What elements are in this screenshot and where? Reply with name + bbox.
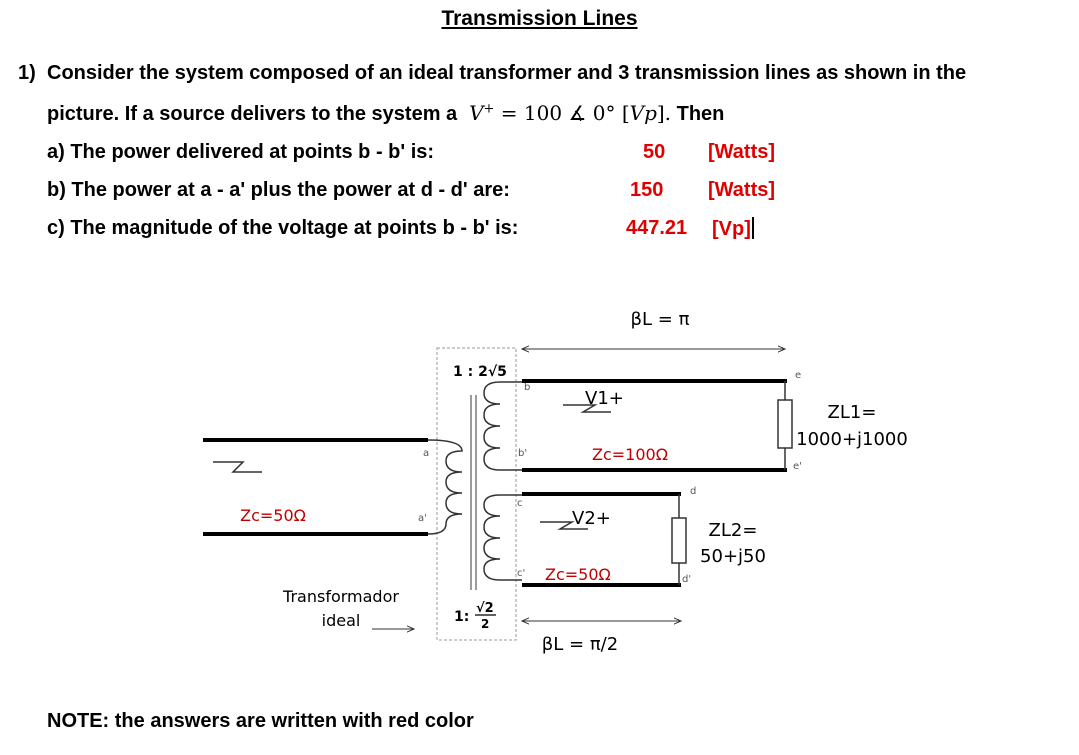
question-line-1: Consider the system composed of an ideal transformer and 3 transmission lines as shown in the — [47, 62, 967, 84]
primary-coil — [428, 440, 462, 534]
beta-bottom-label: βL = π/2 — [541, 634, 619, 655]
part-a-unit: [Watts] — [708, 141, 776, 163]
node-c-prime: c' — [517, 568, 526, 579]
secondary-coil-top — [484, 382, 500, 470]
part-b-value: 150 — [630, 179, 664, 201]
transformer-label-line2: ideal — [321, 611, 361, 630]
ratio-bottom-numerator: √2 — [476, 601, 494, 616]
part-a-text: a) The power delivered at points b - b' is: — [47, 141, 435, 163]
voltage-symbol: V — [469, 101, 484, 125]
wave-arrow-icon-left — [213, 462, 262, 472]
node-e-prime: e' — [793, 461, 802, 472]
voltage-close: ]. — [656, 101, 672, 125]
voltage-superscript: + — [483, 101, 495, 117]
ratio-bottom-denominator: 2 — [481, 617, 490, 631]
part-b-unit: [Watts] — [708, 179, 776, 201]
page-title: Transmission Lines — [441, 7, 638, 30]
note-text: NOTE: the answers are written with red color — [47, 710, 474, 732]
question-number: 1) — [18, 62, 36, 84]
zc-bottom-label: Zc=50Ω — [545, 565, 611, 584]
voltage-value: = 100 ∡ 0° [ — [500, 101, 630, 125]
zl1-resistor — [778, 400, 792, 448]
node-a: a — [423, 448, 430, 459]
zc-left-label: Zc=50Ω — [240, 506, 306, 525]
part-b-text: b) The power at a - a' plus the power at d - d' are: — [47, 179, 510, 201]
voltage-unit: Vp — [629, 101, 657, 125]
zc-top-label: Zc=100Ω — [592, 445, 668, 464]
question-line-2-text: picture. If a source delivers to the system a — [47, 103, 458, 125]
v2-label: V2+ — [572, 508, 611, 529]
node-d-prime: d' — [682, 574, 692, 585]
secondary-coil-bottom — [484, 495, 500, 580]
zl1-label-line2: 1000+j1000 — [796, 429, 908, 450]
v1-label: V1+ — [585, 388, 624, 409]
node-c: c — [517, 498, 523, 509]
zl2-resistor — [672, 518, 686, 563]
part-c-value: 447.21 — [626, 217, 688, 239]
zl1-label-line1: ZL1= — [827, 402, 877, 423]
node-a-prime: a' — [418, 513, 427, 524]
part-a-value: 50 — [643, 141, 666, 163]
node-d: d — [690, 486, 697, 497]
part-c-text: c) The magnitude of the voltage at points b - b' is: — [47, 217, 519, 239]
part-c-unit-text: [Vp] — [712, 218, 751, 240]
question-line-2-end: Then — [676, 103, 725, 125]
ratio-top-label: 1 : 2√5 — [453, 364, 507, 380]
transformer-label-line1: Transformador — [283, 587, 399, 606]
zl2-label-line1: ZL2= — [708, 520, 758, 541]
node-b-prime: b' — [518, 448, 528, 459]
beta-top-label: βL = π — [630, 309, 690, 330]
ratio-bottom-prefix: 1: — [454, 609, 470, 625]
node-e: e — [795, 370, 802, 381]
zl2-label-line2: 50+j50 — [700, 546, 766, 567]
node-b: b — [524, 382, 531, 393]
